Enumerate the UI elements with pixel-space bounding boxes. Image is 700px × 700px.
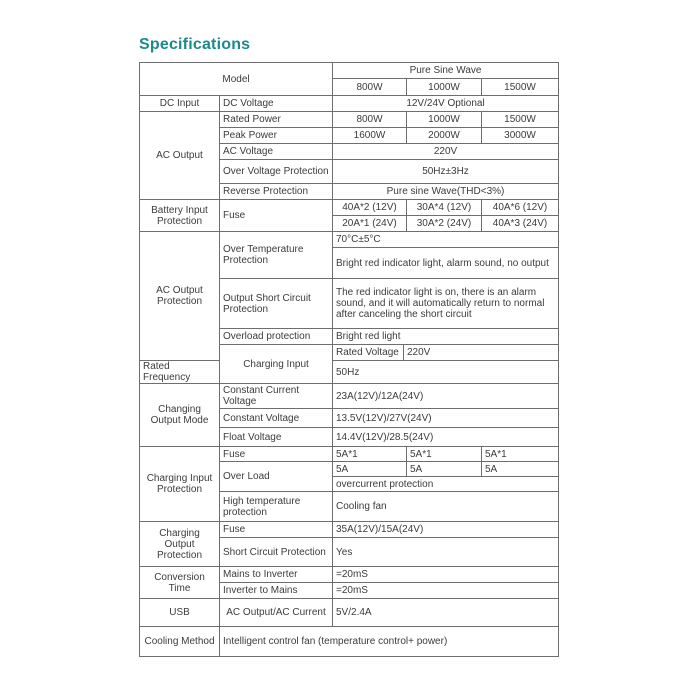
charging-fuse-row (140, 447, 559, 462)
rated-power-1000: 1000W (407, 112, 482, 128)
rated-power-label: Rated Power (220, 112, 333, 128)
charging-output-fuse-row (140, 522, 559, 538)
battery-fuse-1000-12v: 30A*4 (12V) (407, 200, 482, 216)
over-temp-value-1: 70°C±5°C (333, 232, 559, 248)
over-temp-value-2: Bright red indicator light, alarm sound, no output (333, 248, 559, 279)
model-800w: 800W (333, 79, 407, 96)
constant-current-row (140, 384, 559, 409)
battery-fuse-label: Fuse (220, 200, 333, 232)
usb-label: AC Output/AC Current (220, 599, 333, 627)
reverse-protection-value: Pure sine Wave(THD<3%) (333, 184, 559, 200)
high-temp-value: Cooling fan (333, 492, 559, 522)
page-title: Specifications (139, 36, 251, 53)
constant-voltage-value: 13.5V(12V)/27V(24V) (333, 409, 559, 428)
peak-power-800: 1600W (333, 128, 407, 144)
cooling-row (140, 627, 559, 657)
charging-short-circuit-label: Short Circuit Protection (220, 538, 333, 567)
usb-value: 5V/2.4A (333, 599, 559, 627)
dc-input-group: DC Input (140, 96, 220, 112)
charging-output-protection-group: Charging Output Protection (140, 522, 220, 567)
ac-output-protection-group: AC Output Protection (140, 232, 220, 361)
charging-fuse-1000: 5A*1 (407, 447, 482, 462)
conversion-time-group: Conversion Time (140, 567, 220, 599)
reverse-protection-label: Reverse Protection (220, 184, 333, 200)
usb-group: USB (140, 599, 220, 627)
model-1000w: 1000W (407, 79, 482, 96)
rated-frequency-row (140, 361, 559, 384)
charging-input-protection-group: Charging Input Protection (140, 447, 220, 522)
over-load-1500: 5A (482, 462, 559, 477)
rated-frequency-label: Rated Frequency (140, 361, 220, 384)
charging-output-fuse-value: 35A(12V)/15A(24V) (333, 522, 559, 538)
short-circuit-label: Output Short Circuit Protection (220, 279, 333, 329)
battery-input-group: Battery Input Protection (140, 200, 220, 232)
charging-fuse-800: 5A*1 (333, 447, 407, 462)
charging-input-group: Charging Input (220, 345, 333, 384)
constant-current-label: Constant Current Voltage (220, 384, 333, 409)
constant-current-value: 23A(12V)/12A(24V) (333, 384, 559, 409)
float-voltage-label: Float Voltage (220, 428, 333, 447)
charging-output-group: Changing Output Mode (140, 384, 220, 447)
overload-label: Overload protection (220, 329, 333, 345)
dc-input-row (140, 96, 559, 112)
ac-voltage-label: AC Voltage (220, 144, 333, 160)
dc-voltage-label: DC Voltage (220, 96, 333, 112)
cooling-group: Cooling Method (140, 627, 220, 657)
high-temp-label: High temperature protection (220, 492, 333, 522)
usb-row (140, 599, 559, 627)
cooling-value: Intelligent control fan (temperature control+ power) (220, 627, 559, 657)
specifications-table (139, 62, 559, 657)
rated-power-800: 800W (333, 112, 407, 128)
header-row (140, 63, 559, 79)
inverter-to-mains-value: =20mS (333, 583, 559, 599)
over-load-note: overcurrent protection (333, 477, 559, 492)
inverter-to-mains-label: Inverter to Mains (220, 583, 333, 599)
mains-to-inverter-label: Mains to Inverter (220, 567, 333, 583)
over-load-800: 5A (333, 462, 407, 477)
rated-voltage-label: Rated Voltage (333, 345, 404, 361)
model-1500w: 1500W (482, 79, 559, 96)
over-voltage-label: Over Voltage Protection (220, 160, 333, 184)
rated-power-row (140, 112, 559, 128)
over-temp-label: Over Temperature Protection (220, 232, 333, 279)
charging-fuse-label: Fuse (220, 447, 333, 462)
over-load-label: Over Load (220, 462, 333, 492)
battery-fuse-800-24v: 20A*1 (24V) (333, 216, 407, 232)
battery-fuse-row-1 (140, 200, 559, 216)
over-load-1000: 5A (407, 462, 482, 477)
overload-value: Bright red light (333, 329, 559, 345)
mains-to-inverter-row (140, 567, 559, 583)
over-voltage-value: 50Hz±3Hz (333, 160, 559, 184)
ac-output-group: AC Output (140, 112, 220, 200)
dc-voltage-value: 12V/24V Optional (333, 96, 559, 112)
model-label: Model (140, 63, 333, 96)
battery-fuse-1500-24v: 40A*3 (24V) (482, 216, 559, 232)
rated-frequency-value: 50Hz (333, 361, 559, 384)
wave-label: Pure Sine Wave (333, 63, 559, 79)
mains-to-inverter-value: =20mS (333, 567, 559, 583)
ac-voltage-value: 220V (333, 144, 559, 160)
rated-voltage-value: 220V (404, 345, 559, 361)
peak-power-label: Peak Power (220, 128, 333, 144)
float-voltage-value: 14.4V(12V)/28.5(24V) (333, 428, 559, 447)
short-circuit-value: The red indicator light is on, there is an alarm sound, and it will automatically return to normal after canceling the short circuit (333, 279, 559, 329)
battery-fuse-1500-12v: 40A*6 (12V) (482, 200, 559, 216)
battery-fuse-1000-24v: 30A*2 (24V) (407, 216, 482, 232)
peak-power-1000: 2000W (407, 128, 482, 144)
charging-fuse-1500: 5A*1 (482, 447, 559, 462)
peak-power-1500: 3000W (482, 128, 559, 144)
battery-fuse-800-12v: 40A*2 (12V) (333, 200, 407, 216)
over-temp-row-1 (140, 232, 559, 248)
constant-voltage-label: Constant Voltage (220, 409, 333, 428)
charging-short-circuit-value: Yes (333, 538, 559, 567)
charging-output-fuse-label: Fuse (220, 522, 333, 538)
rated-power-1500: 1500W (482, 112, 559, 128)
